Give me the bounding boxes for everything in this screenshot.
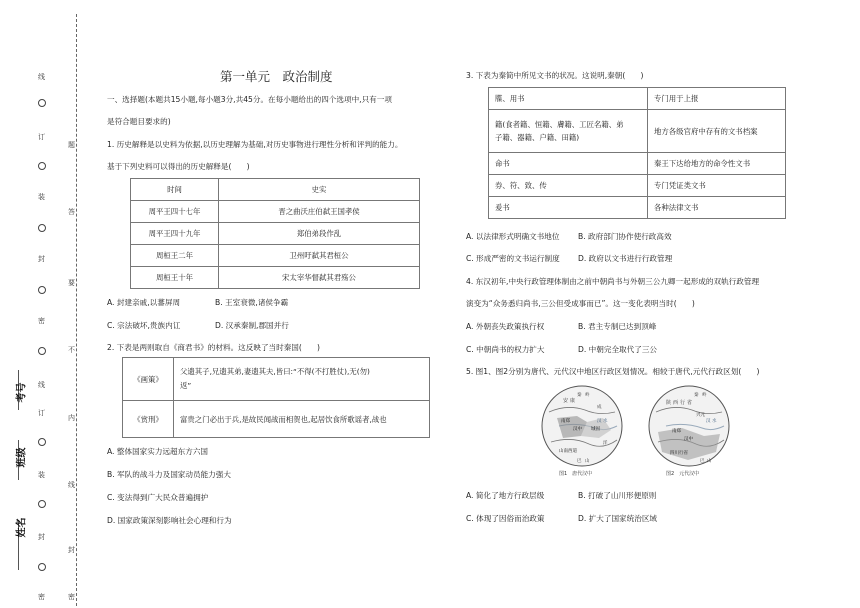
tang-hanzhong-map [537, 382, 627, 478]
margin-inner-char: 不 [68, 346, 75, 354]
table-cell: 周桓王十年 [131, 267, 219, 289]
table-cell: 地方各级官府中存有的文书档案 [648, 110, 786, 153]
binding-hole-icon [38, 162, 46, 170]
table-cell: 周平王四十七年 [131, 201, 219, 223]
q2-option-b[interactable]: B. 军队的战斗力及国家动员能力强大 [107, 470, 231, 479]
q2-stem: 2. 下表是两则取自《商君书》的材料。这反映了当时秦国( ) [107, 343, 321, 352]
table-cell: 《画策》 [123, 358, 174, 401]
margin-inner-char: 线 [68, 481, 75, 489]
margin-char: 密 [38, 593, 45, 601]
page-title: 第一单元 政治制度 [220, 69, 333, 84]
margin-inner-char: 题 [68, 141, 75, 149]
map-label: 行 [680, 400, 686, 406]
table-cell [174, 358, 430, 401]
map-label: 洋 [603, 441, 608, 446]
table-row [489, 175, 786, 197]
margin-inner-char: 封 [68, 546, 75, 554]
map-label: 秦 [577, 393, 582, 398]
q1-option-a[interactable]: A. 封建亲戚,以蕃屏周 [107, 298, 181, 307]
table-cell: 宋太宰华督弑其君殇公 [219, 267, 420, 289]
table-row [489, 110, 786, 153]
map-label: 秦 [694, 393, 699, 398]
q3-table [488, 87, 786, 219]
margin-char: 封 [38, 255, 45, 263]
map-label: 巴 [700, 459, 705, 464]
q3-option-b[interactable]: B. 政府部门协作使行政高效 [578, 232, 672, 241]
q1-option-d[interactable]: D. 汉承秦制,郡国并行 [215, 321, 289, 330]
section-heading-line1: 一、选择题(本题共15小题,每小题3分,共45分。在每小题给出的四个选项中,只有一项 [107, 95, 392, 104]
map-label: 山南西道 [559, 449, 577, 454]
map-label: 岭 [585, 393, 590, 398]
table-cell: 命书 [489, 153, 648, 175]
margin-char: 线 [38, 381, 45, 389]
map-caption: 图2 元代汉中 [666, 471, 700, 477]
map-label: 省 [687, 400, 693, 406]
margin-char: 订 [38, 133, 45, 141]
table-cell: 富贵之门必出于兵,是故民闻战而相贺也,起居饮食所歌谣者,战也 [174, 401, 430, 438]
table-row [489, 197, 786, 219]
margin-char: 装 [38, 193, 45, 201]
map-label: 南郑 [561, 419, 570, 424]
q2-option-a[interactable]: A. 整体国家实力远超东方六国 [107, 447, 209, 456]
q5-option-d[interactable]: D. 扩大了国家统治区域 [578, 514, 658, 523]
q2-table [122, 357, 430, 438]
map-label: 汉中 [684, 437, 693, 442]
q3-option-a[interactable]: A. 以法律形式明确文书地位 [466, 232, 560, 241]
q1-option-b[interactable]: B. 王室衰微,诸侯争霸 [215, 298, 289, 307]
q2-option-c[interactable]: C. 变法得到广大民众普遍拥护 [107, 493, 209, 502]
q5-option-a[interactable]: A. 简化了地方行政层级 [466, 491, 545, 500]
table-row [131, 267, 420, 289]
binding-hole-icon [38, 99, 46, 107]
q1-table [130, 178, 420, 289]
table-cell: 秦王下达给地方的命令性文书 [648, 153, 786, 175]
name-label: 姓名 [16, 517, 28, 538]
q2-row1-text-line2: 返” [180, 381, 192, 390]
table-header: 时间 [131, 179, 219, 201]
q1-stem-line1: 1. 历史解释是以史料为依据,以历史理解为基础,对历史事物进行理性分析和评判的能力。 [107, 140, 403, 149]
map-label: 成 [597, 405, 602, 410]
table-cell: 周桓王二年 [131, 245, 219, 267]
q1-stem-line2: 基于下列史料可以得出的历史解释是( ) [107, 162, 250, 171]
table-cell: 卫州吁弑其君桓公 [219, 245, 420, 267]
margin-inner-char: 要 [68, 279, 75, 287]
map-label: 南郑 [672, 429, 681, 434]
map-label: 四川行省 [670, 451, 688, 456]
map-label: 安 [563, 398, 569, 404]
map-label: 山 [707, 459, 712, 464]
table-header-row [131, 179, 420, 201]
map-label: 西 [673, 400, 679, 406]
margin-char: 订 [38, 409, 45, 417]
q2-option-d[interactable]: D. 国家政策深刻影响社会心理和行为 [107, 516, 232, 525]
table-cell: 专门用于上报 [648, 88, 786, 110]
table-row [123, 358, 430, 401]
q1-option-c[interactable]: C. 宗法破坏,贵族内讧 [107, 321, 181, 330]
table-cell: 晋之曲沃庄伯弑王国孝侯 [219, 201, 420, 223]
q3-stem: 3. 下表为秦简中所见文书的状况。这说明,秦朝( ) [466, 71, 644, 80]
table-row [131, 245, 420, 267]
table-row [131, 223, 420, 245]
q5-stem: 5. 图1、图2分别为唐代、元代汉中地区行政区划情况。相较于唐代,元代行政区划( ) [466, 367, 760, 376]
yuan-hanzhong-map [644, 382, 734, 478]
table-cell: 牒、用书 [489, 88, 648, 110]
margin-char: 封 [38, 533, 45, 541]
map-label: 汉中 [573, 427, 582, 432]
table-cell: 籍(食者籍、恒籍、膚籍、工匠名籍、弟 子籍、器籍、户籍、田籍) [489, 110, 648, 153]
binding-hole-icon [38, 286, 46, 294]
q5-option-c[interactable]: C. 体现了因俗而治政策 [466, 514, 545, 523]
table-cell: 券、符、致、传 [489, 175, 648, 197]
map-label: 康 [570, 398, 576, 404]
table-cell: 郑伯弟段作乱 [219, 223, 420, 245]
binding-hole-icon [38, 563, 46, 571]
table-cell: 各种法律文书 [648, 197, 786, 219]
map-label: 巴 [577, 459, 582, 464]
table-row [123, 401, 430, 438]
table-cell: 周平王四十九年 [131, 223, 219, 245]
margin-inner-char: 密 [68, 593, 75, 601]
map-label: 山 [585, 459, 590, 464]
margin-inner-char: 内 [68, 414, 75, 422]
map-label: 岭 [702, 393, 707, 398]
margin-inner-char: 答 [68, 208, 75, 216]
table-cell: 爰书 [489, 197, 648, 219]
exam-number-label: 考号 [16, 382, 28, 403]
table-row [489, 153, 786, 175]
margin-char: 装 [38, 471, 45, 479]
binding-hole-icon [38, 224, 46, 232]
map-label: 陕 [666, 400, 672, 406]
q4-stem-line1: 4. 东汉初年,中央行政管理体制由之前中朝尚书与外朝三公九卿一起形成的双轨行政管理 [466, 277, 760, 286]
q4-option-c[interactable]: C. 中朝尚书的权力扩大 [466, 345, 545, 354]
q3-option-d[interactable]: D. 政府以文书进行行政管理 [578, 254, 673, 263]
q5-option-b[interactable]: B. 打破了山川形便原则 [578, 491, 657, 500]
table-header: 史实 [219, 179, 420, 201]
map-label: 水 [712, 419, 717, 424]
map-label: 兴元 [696, 413, 705, 418]
map-label: 汉 [706, 419, 711, 424]
map-caption: 图1 唐代汉中 [559, 471, 593, 477]
map-label: 城固 [591, 427, 600, 432]
margin-char: 线 [38, 73, 45, 81]
q4-option-d[interactable]: D. 中朝完全取代了三公 [578, 345, 658, 354]
map-label: 汉 [597, 419, 602, 424]
table-cell: 《赏刑》 [123, 401, 174, 438]
cut-line [76, 14, 77, 606]
table-row [489, 88, 786, 110]
table-row [131, 201, 420, 223]
binding-hole-icon [38, 500, 46, 508]
q4-stem-line2: 演变为“众务悉归尚书,三公但受成事而已”。这一变化表明当时( ) [466, 299, 695, 308]
class-label: 班级 [16, 447, 28, 468]
binding-hole-icon [38, 438, 46, 446]
section-heading-line2: 是符合题目要求的) [107, 117, 171, 126]
q4-option-b[interactable]: B. 君主专制已达到顶峰 [578, 322, 657, 331]
margin-char: 密 [38, 317, 45, 325]
q4-option-a[interactable]: A. 外朝丧失政策执行权 [466, 322, 545, 331]
q3-option-c[interactable]: C. 形成严密的文书运行制度 [466, 254, 560, 263]
table-cell: 专门凭证类文书 [648, 175, 786, 197]
q2-row1-text-line1: 父遗其子,兄遗其弟,妻遗其夫,皆曰:“不得(不打胜仗),无(勿) [180, 367, 370, 376]
map-label: 水 [603, 419, 608, 424]
binding-hole-icon [38, 347, 46, 355]
